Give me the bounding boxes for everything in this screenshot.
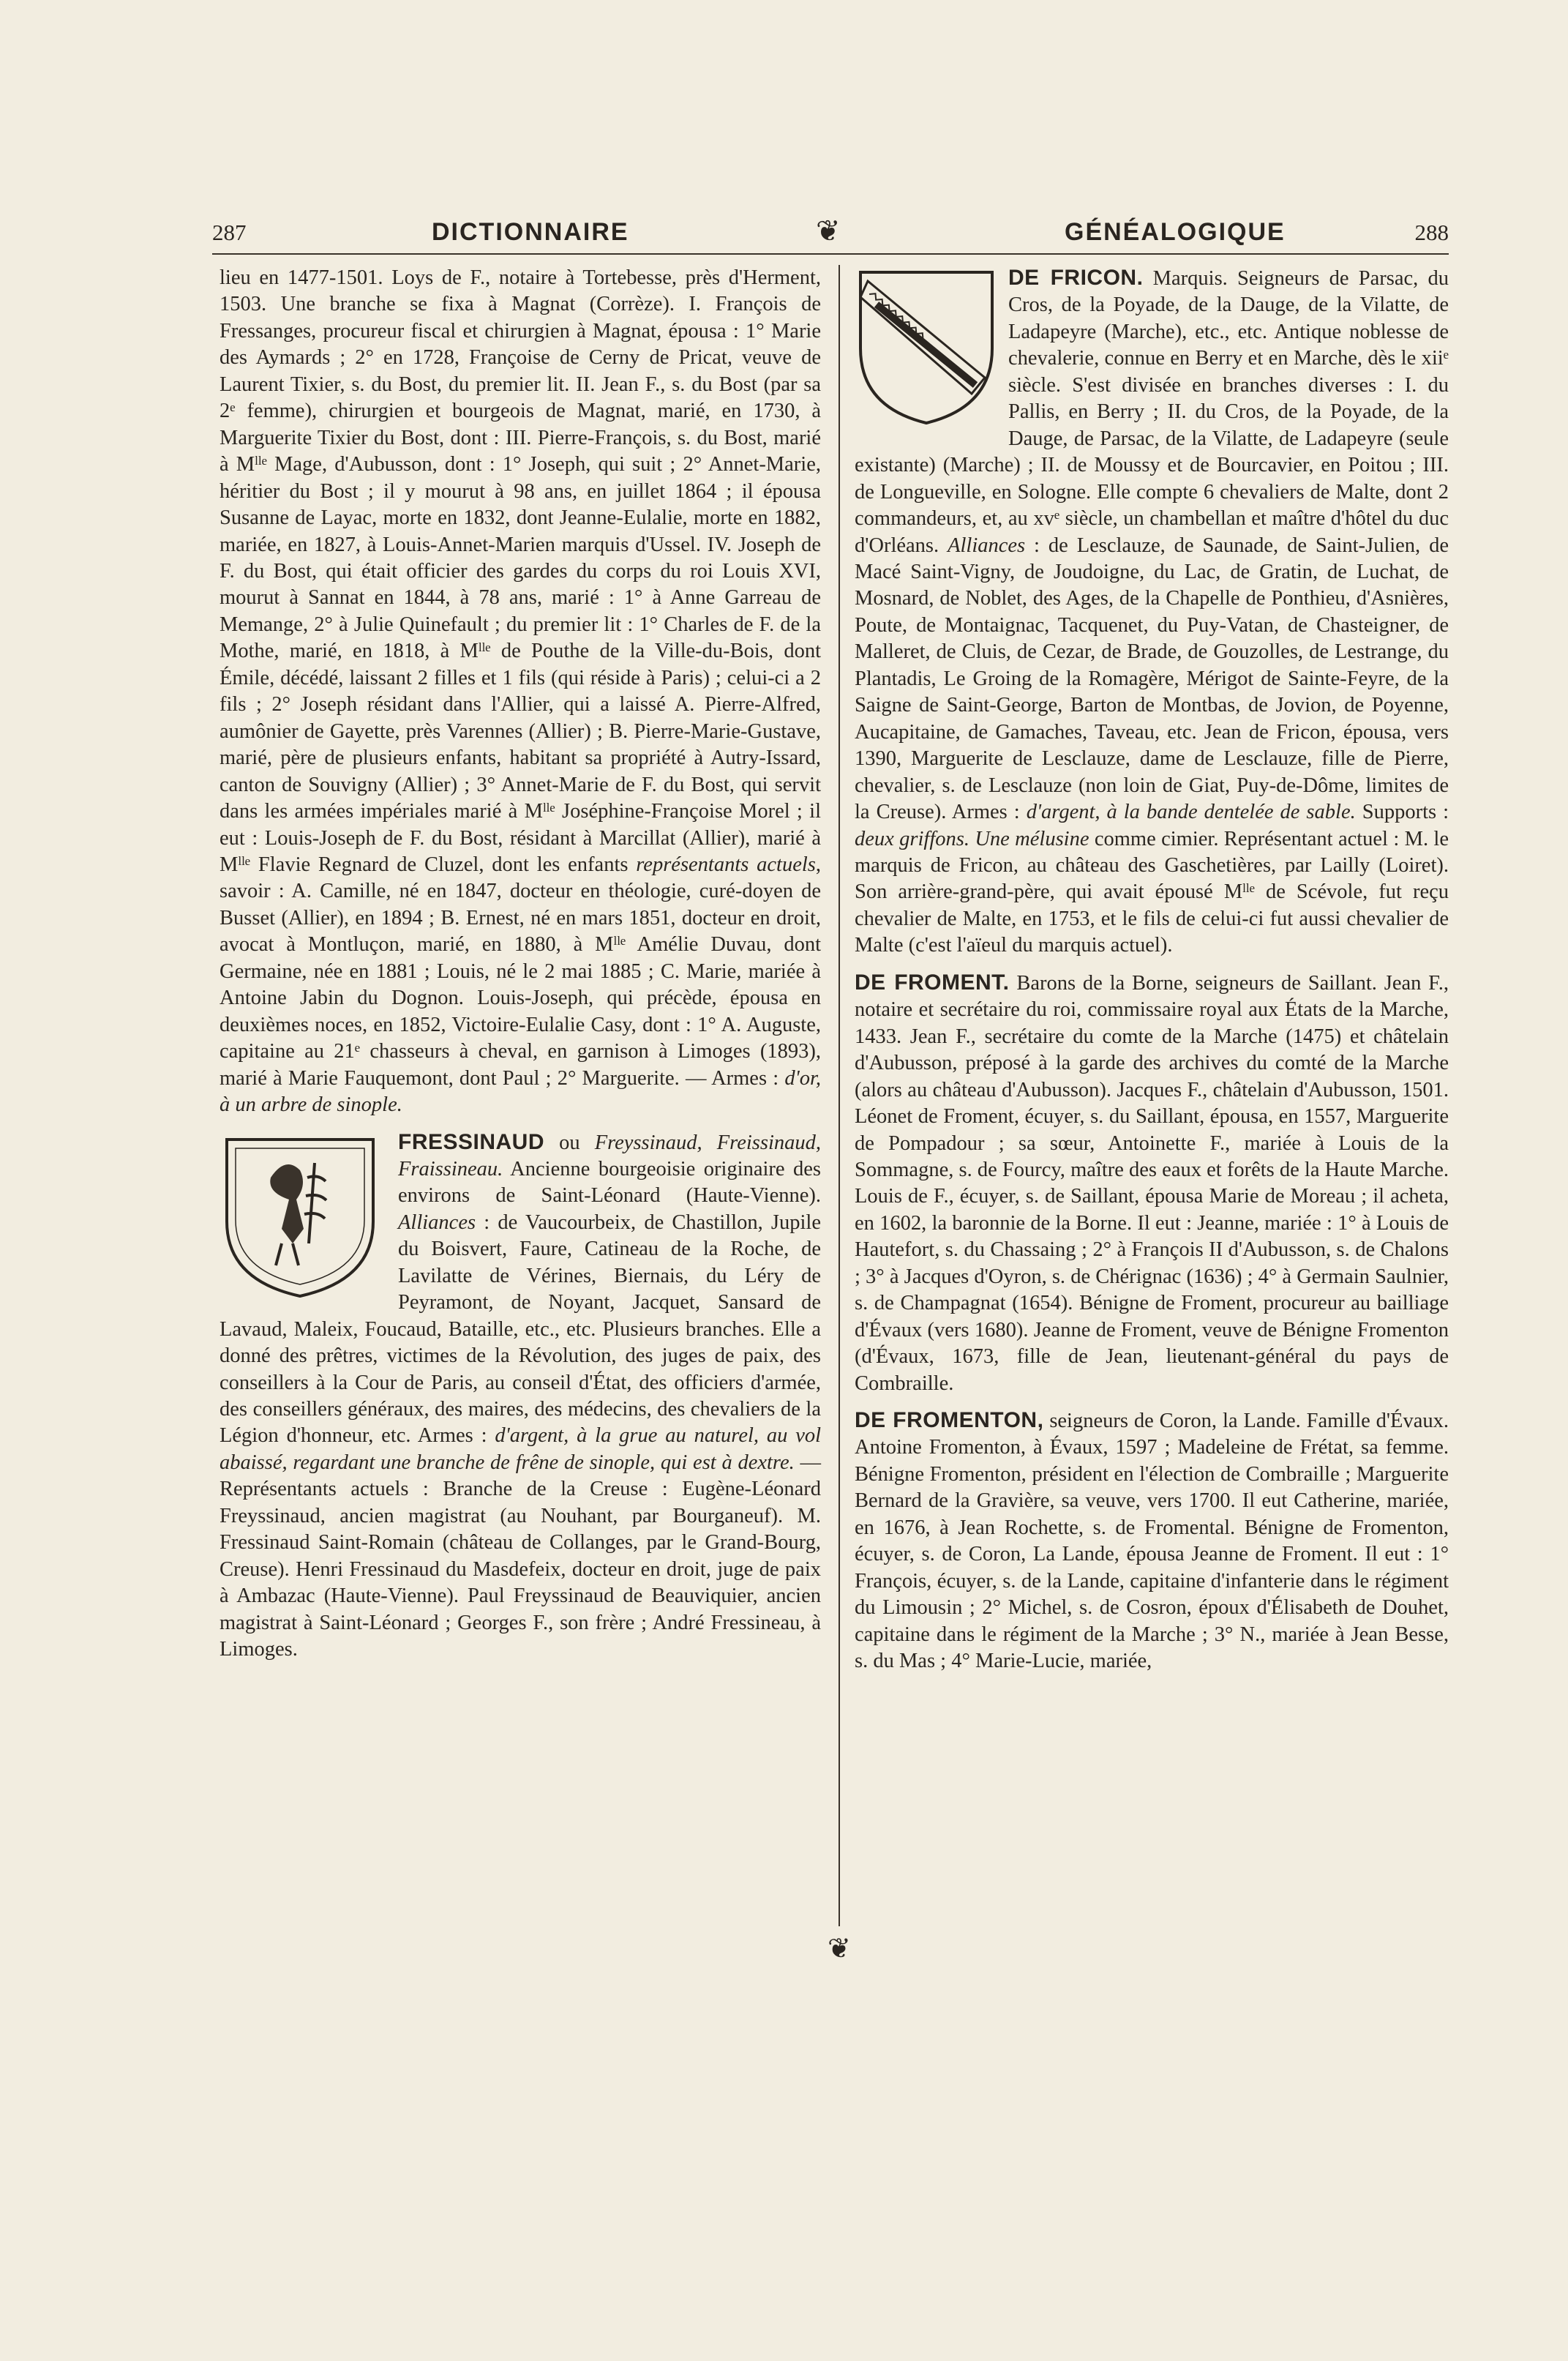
- italic-run: représentants actuels: [636, 853, 816, 876]
- text-run: Ancienne bourgeoisie originaire des environs de Saint-Léonard (Haute-Vienne).: [398, 1157, 821, 1208]
- alliances-label: Alliances: [398, 1211, 476, 1234]
- text-run: Barons de la Borne, seigneurs de Saillant. Jean F., notaire et secrétaire du roi, commissaire royal aux États de la Marche, 1433. Jean F., secrétaire du comte de la Marche (1475) et châtelain d'Aubusson, préposé à la garde des archives du comté de la Marche (alors au château d'Aubusson). Jacques F., châtelain d'Aubusson, 1501. Léonet de Froment, écuyer, s. du Saillant, épousa, en 1557, Marguerite de Pompadour ; sa sœur, Antoinette F., mariée à Louis de la Sommagne, s. de Fourcy, maître des eaux et forêts de la Haute Marche. Louis de F., écuyer, s. de Saillant, épousa Marie de Moreau ; il acheta, en 1602, la baronnie de la Borne. Il eut : Jeanne, mariée : 1° à Louis de Hautefort, s. du Chassaing ; 2° à François II d'Aubusson, s. de Chalons ; 3° à Jacques d'Oyron, s. de Chérignac (1636) ; 4° à Germain Saulnier, s. de Champagnat (1654). Bénigne de Froment, procureur au bailliage d'Évaux (vers 1680). Jeanne de Froment, veuve de Bénigne Fromenton (d'Évaux, 1673, fille de Jean, lieutenant-général du pays de Combraille.: [855, 971, 1449, 1395]
- entry-fromenton: [855, 1407, 1449, 1675]
- arms-blazon: d'or, à un arbre de sinople.: [220, 1066, 821, 1117]
- text-run: Supports :: [1355, 801, 1449, 824]
- bottom-fleuron-icon: ❦: [828, 1934, 851, 1964]
- entry-heading: FRESSINAUD: [398, 1129, 545, 1154]
- arms-blazon: d'argent, à la grue au naturel, au vol abaissé, regardant une branche de frêne de sinople, qui est à dextre.: [220, 1424, 822, 1474]
- right-column: [855, 265, 1449, 1675]
- header-rule: [212, 253, 1449, 255]
- alliances-label: Alliances: [948, 534, 1026, 557]
- name-variants: Freyssinaud, Freissinaud, Fraissineau.: [398, 1131, 821, 1180]
- left-column: [220, 265, 821, 1664]
- text-run: — Représentants actuels : Branche de la Creuse : Eugène-Léonard Freyssinaud, ancien magistrat (au Nouhant, par Bourganeuf). M. Fressinaud Saint-Romain (château de Collanges, par le Grand-Bourg, Creuse). Henri Fressinaud du Masdefeix, docteur en droit, juge de paix à Ambazac (Haute-Vienne). Paul Freyssinaud de Beauviquier, ancien magistrat à Saint-Léonard ; Georges F., son frère ; André Fressineau, à Limoges.: [220, 1451, 822, 1661]
- fleuron-ornament-icon: ❦: [816, 214, 841, 247]
- text-run: , savoir : A. Camille, né en 1847, docteur en théologie, curé-doyen de Busset (Allier), en 1894 ; B. Ernest, né en mars 1851, docteur en droit, avocat à Montluçon, marié, en 1880, à Mˡˡᵉ Amélie Duvau, dont Germaine, née en 1881 ; Louis, né le 2 mai 1885 ; C. Marie, mariée à Antoine Jabin du Dognon. Louis-Joseph, qui précède, épousa en deuxièmes noces, en 1852, Victoire-Eulalie Casy, dont : 1° A. Auguste, capitaine au 21ᵉ chasseurs à cheval, en garnison à Limoges (1893), marié à Marie Fauquemont, dont Paul ; 2° Marguerite. — Armes :: [220, 853, 821, 1090]
- arms-blazon: d'argent, à la bande dentelée de sable.: [1026, 801, 1356, 824]
- entry-heading: DE FROMENT.: [855, 970, 1010, 995]
- entry-fressinaud: [220, 1129, 821, 1664]
- text-run: ou: [544, 1131, 595, 1154]
- page-header: [212, 215, 1449, 252]
- entry-heading: DE FRICON.: [1008, 266, 1144, 290]
- column-divider: [839, 265, 840, 1926]
- cimier-blazon: Une mélusine: [975, 827, 1089, 850]
- entry-heading: DE FROMENTON,: [855, 1408, 1044, 1433]
- text-run: comme cimier. Représentant actuel : M. le marquis de Fricon, au château des Gaschetières, par Lailly (Loiret). Son arrière-grand-père, qui avait épousé Mˡˡᵉ de Scévole, fut reçu chevalier de Malte, en 1753, et le fils de celui-ci fut aussi chevalier de Malte (c'est l'aïeul du marquis actuel).: [855, 827, 1449, 957]
- fricon-coat-of-arms-icon: [855, 268, 998, 427]
- left-running-title: DICTIONNAIRE: [432, 218, 629, 246]
- text-run: : de Lesclauze, de Saunade, de Saint-Julien, de Macé Saint-Vigny, de Joudoigne, du Lac, de Gratin, de Luchat, de Mosnard, de Noblet, des Ages, de la Chapelle de Ponthieu, d'Asnières, Poute, de Montaignac, Tacquenet, du Puy-Vatan, de Chasteigner, de Malleret, de Cluis, de Cezar, de Brade, de Gouzolles, de Lestrange, du Plantadis, Le Groing de la Romagère, Mérigot de Sainte-Feyre, de la Saigne de Saint-George, Barton de Montbas, de Jovion, de Poyenne, Aucapitaine, de Gamaches, Taveau, etc. Jean de Fricon, épousa, vers 1390, Marguerite de Lesclauze, dame de Lesclauze, fille de Pierre, chevalier, s. de Lesclauze (non loin de Giat, Puy-de-Dôme, limites de la Creuse). Armes :: [855, 534, 1449, 824]
- text-run: seigneurs de Coron, la Lande. Famille d'Évaux. Antoine Fromenton, à Évaux, 1597 ; Madeleine de Frétat, sa femme. Bénigne Fromenton, président en l'élection de Combraille ; Marguerite Bernard de la Gravière, sa veuve, vers 1700. Il eut Catherine, mariée, en 1676, à Jean Rochette, s. de Fromental. Bénigne de Fromenton, écuyer, s. de Coron, La Lande, épousa Jeanne de Froment. Il eut : 1° François, écuyer, s. de la Lande, capitaine d'infanterie dans le régiment du Limousin ; 2° Michel, s. de Cosron, époux d'Élisabeth de Douhet, capitaine dans le régiment de la Marche ; 3° N., mariée à Jean Besse, s. du Mas ; 4° Marie-Lucie, mariée,: [855, 1410, 1449, 1673]
- text-run: lieu en 1477-1501. Loys de F., notaire à Tortebesse, près d'Herment, 1503. Une branche se fixa à Magnat (Corrèze). I. François de Fressanges, procureur fiscal et chirurgien à Magnat, épousa : 1° Marie des Aymards ; 2° en 1728, Françoise de Cerny de Pricat, veuve de Laurent Tixier, s. du Bost, du premier lit. II. Jean F., s. du Bost (par sa 2ᵉ femme), chirurgien et bourgeois de Magnat, marié, en 1730, à Marguerite Tixier du Bost, dont : III. Pierre-François, s. du Bost, marié à Mˡˡᵉ Mage, d'Aubusson, dont : 1° Joseph, qui suit ; 2° Annet-Marie, héritier du Bost ; il y mourut à 98 ans, en juillet 1864 ; il épousa Susanne de Layac, morte en 1832, dont Jeanne-Eulalie, morte en 1882, mariée, en 1827, à Louis-Annet-Marien marquis d'Ussel. IV. Joseph de F. du Bost, qui était officier des gardes du corps du roi Louis XVI, mourut à Sannat en 1844, à 78 ans, marié : 1° à Anne Garreau de Memange, 2° à Julie Quinefault ; du premier lit : 1° Charles de F. de la Mothe, marié, en 1818, à Mˡˡᵉ de Pouthe de la Ville-du-Bois, dont Émile, décédé, laissant 2 filles et 1 fils (qui réside à Paris) ; celui-ci a 2 fils ; 2° Joseph résidant dans l'Allier, qui a laissé A. Pierre-Alfred, aumônier de Gayette, près Varennes (Allier) ; B. Pierre-Marie-Gustave, marié, père de plusieurs enfants, habitant sa propriété à Autry-Issard, canton de Souvigny (Allier) ; 3° Annet-Marie de F. du Bost, qui servit dans les armées impériales marié à Mˡˡᵉ Joséphine-Françoise Morel ; il eut : Louis-Joseph de F. du Bost, résidant à Marcillat (Allier), marié à Mˡˡᵉ Flavie Regnard de Cluzel, dont les enfants: [220, 266, 821, 876]
- fressinaud-coat-of-arms-icon: [220, 1134, 380, 1302]
- left-page-number: 287: [212, 220, 247, 245]
- right-running-title: GÉNÉALOGIQUE: [1065, 218, 1286, 246]
- entry-fricon: [855, 265, 1449, 959]
- right-page-number: 288: [1414, 220, 1449, 245]
- text-run: : de Vaucourbeix, de Chastillon, Jupile du Boisvert, Faure, Catineau de la Roche, de Lavilatte de Vérines, Biernais, du Léry de Peyramont, de Noyant, Jacquet, Sansard de Lavaud, Maleix, Foucaud, Bataille, etc., etc. Plusieurs branches. Elle a donné des prêtres, victimes de la Révolution, des juges de paix, des conseillers à la Cour de Paris, au conseil d'État, des officiers d'armée, des conseillers généraux, des maires, des médecins, des chevaliers de la Légion d'honneur, etc. Armes :: [220, 1211, 821, 1448]
- supports-blazon: deux griffons.: [855, 827, 969, 850]
- text-run: Marquis. Seigneurs de Parsac, du Cros, de la Poyade, de la Dauge, de la Vilatte, de Ladapeyre (Marche), etc., etc. Antique noblesse de chevalerie, connue en Berry et en Marche, dès le xiiᵉ siècle. S'est divisée en branches diverses : I. du Pallis, en Berry ; II. du Cros, de la Poyade, de la Dauge, de Parsac, de la Vilatte, de Ladapeyre (seule existante) (Marche) ; II. de Moussy et de Bourcavier, en Poitou ; III. de Longueville, en Sologne. Elle compte 6 chevaliers de Malte, dont 2 commandeurs, et, au xvᵉ siècle, un chambellan et maître d'hôtel du duc d'Orléans.: [855, 267, 1449, 557]
- fressanges-continuation: [220, 265, 821, 1119]
- entry-froment: [855, 970, 1449, 1397]
